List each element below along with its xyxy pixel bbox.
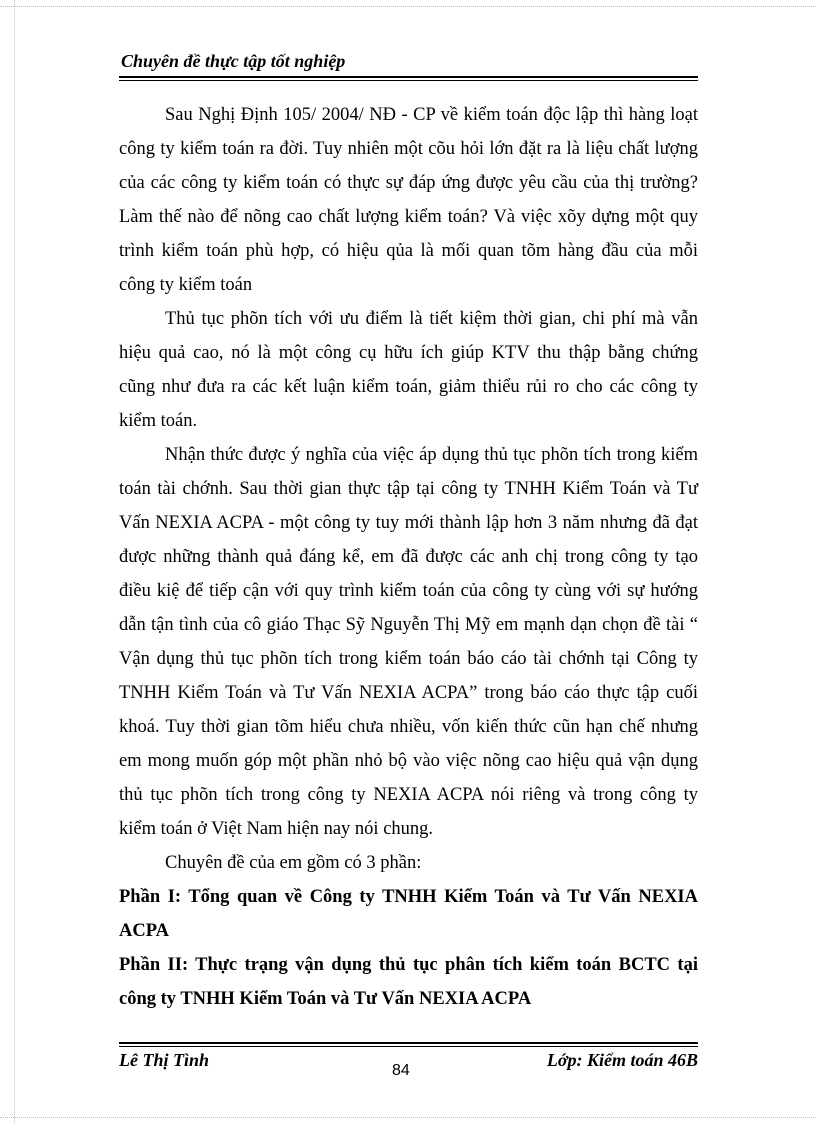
paragraph-line: Chuyên đề của em gồm có 3 phần:	[165, 853, 422, 873]
footer-class: Lớp: Kiểm toán 46B	[546, 1050, 698, 1070]
header-rule	[119, 76, 698, 78]
section-heading-part-2-cont: công ty TNHH Kiểm Toán và Tư Vấn NEXIA ACPA	[119, 989, 532, 1009]
paragraph-line: công ty kiểm toán ra đời. Tuy nhiên một cõu hỏi lớn đặt ra là liệu chất lượng	[119, 139, 698, 159]
page-edge-top	[0, 6, 816, 7]
footer-rule	[119, 1042, 698, 1044]
paragraph-line: dẫn tận tình của cô giáo Thạc Sỹ Nguyễn Thị Mỹ em mạnh dạn chọn đề tài “	[119, 615, 698, 635]
header-rule-thin	[119, 80, 698, 81]
section-heading-part-1: Phần I: Tổng quan về Công ty TNHH Kiểm Toán và Tư Vấn NEXIA	[119, 887, 698, 907]
page-edge-bottom	[0, 1117, 816, 1118]
paragraph-line: Thủ tục phõn tích với ưu điểm là tiết kiệm thời gian, chi phí mà vẫn	[165, 309, 698, 329]
paragraph-line: của các công ty kiểm toán có thực sự đáp ứng được yêu cầu của thị trường?	[119, 173, 698, 193]
paragraph-line: toán tài chớnh. Sau thời gian thực tập tại công ty TNHH Kiểm Toán và Tư	[119, 479, 698, 499]
paragraph-line: cũng như đưa ra các kết luận kiểm toán, giảm thiểu rủi ro cho các công ty	[119, 377, 698, 397]
paragraph-line: kiểm toán.	[119, 411, 198, 431]
paragraph-line: được những thành quả đáng kể, em đã được các anh chị trong công ty tạo	[119, 547, 698, 567]
footer-author: Lê Thị Tình	[119, 1050, 210, 1070]
paragraph-line: Nhận thức được ý nghĩa của việc áp dụng thủ tục phõn tích trong kiểm	[165, 445, 698, 465]
paragraph-line: TNHH Kiểm Toán và Tư Vấn NEXIA ACPA” trong báo cáo thực tập cuối	[119, 683, 698, 703]
page-edge-left	[14, 0, 15, 1123]
paragraph-line: Làm thế nào để nõng cao chất lượng kiểm toán? Và việc xõy dựng một quy	[119, 207, 698, 227]
header-title: Chuyên đề thực tập tốt nghiệp	[121, 51, 346, 71]
paragraph-line: công ty kiểm toán	[119, 275, 253, 295]
paragraph-line: khoá. Tuy thời gian tõm hiểu chưa nhiều, vốn kiến thức cũn hạn chế nhưng	[119, 717, 698, 737]
paragraph-line: điều kiệ để tiếp cận với quy trình kiểm toán của công ty cùng với sự hướng	[119, 581, 698, 601]
paragraph-line: trình kiểm toán phù hợp, có hiệu qủa là mối quan tõm hàng đầu của mỗi	[119, 241, 698, 261]
paragraph-line: em mong muốn góp một phần nhỏ bộ vào việc nõng cao hiệu quả vận dụng	[119, 751, 698, 771]
paragraph-line: Sau Nghị Định 105/ 2004/ NĐ - CP về kiểm toán độc lập thì hàng loạt	[165, 105, 698, 125]
paragraph-line: Vận dụng thủ tục phõn tích trong kiểm toán báo cáo tài chớnh tại Công ty	[119, 649, 698, 669]
paragraph-line: hiệu quả cao, nó là một công cụ hữu ích giúp KTV thu thập bằng chứng	[119, 343, 698, 363]
paragraph-line: Vấn NEXIA ACPA - một công ty tuy mới thành lập hơn 3 năm nhưng đã đạt	[119, 513, 698, 533]
section-heading-part-2: Phần II: Thực trạng vận dụng thủ tục phân tích kiểm toán BCTC tại	[119, 955, 698, 975]
section-heading-part-1-cont: ACPA	[119, 921, 170, 941]
paragraph-line: kiểm toán ở Việt Nam hiện nay nói chung.	[119, 819, 434, 839]
paragraph-line: thủ tục phõn tích trong công ty NEXIA ACPA nói riêng và trong công ty	[119, 785, 698, 805]
page-number: 84	[392, 1062, 410, 1079]
footer-rule-thin	[119, 1046, 698, 1047]
